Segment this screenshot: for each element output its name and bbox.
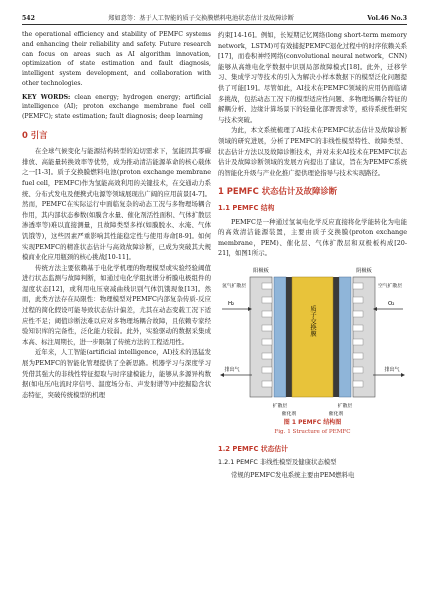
intro-paragraph-1: 在全球气候变化与能源结构转型的迫切需求下，氢能因其零碳排放、高能量转换效率等优势，成为推动清洁能源革命的核心载体之一[1-3]。质子交换膜燃料电池(proton exchange membrane fuel cell，PEMFC)作为氢能高效利用的关键技术，在交通动力系统、分布式发电及便携式电源等领域展现出广阔的应用前景[4-7]。然而，PEMFC在实际运行中面临复杂的动态工况与多物理场耦合作用，其内部状态参数(如膜含水量、催化剂活性面积、气体扩散层渗透率等)难以直接测量，且故障类型多样(如膜脱水、水淹、气体饥饿等)，这些因素严重影响其性能稳定性与使用寿命[8-9]。如何实现PEMFC的精准状态估计与高效故障诊断，已成为突破其大规模商业化应用瓶颈的核心挑战[10-11]。	[22, 147, 211, 262]
right-column	[218, 30, 407, 481]
membrane-label: 质子交换膜	[309, 305, 316, 337]
h2-diffusion-label: 氢气扩散层	[222, 283, 246, 289]
abstract-tail: the operational efficiency and stability of PEMFC systems and enhancing their reliability and safety. Future research can focus on areas such as AI algorithm innovation, optimization of state estimation and fault diagnosis, intelligent system development, and collaboration with other technologies.	[22, 31, 211, 87]
anode-catalyst-shape	[286, 277, 292, 397]
anode-plate-label: 阳极板	[253, 267, 269, 274]
volume-info: Vol.46 No.3	[367, 15, 407, 22]
keywords-text: clean energy; hydrogen energy; artificial intelligence (AI); proton exchange membrane fuel cell (PEMFC); state estimation; fault diagnosis; deep learning	[22, 93, 212, 120]
intro-paragraph-2: 传统方法主要依赖基于电化学机理的物理模型或实验经验阈值进行状态监测与故障判断，如通过电化学阻抗谱分析膜电极组件的湿度状态[12]，或利用电压衰减曲线识别气体饥饿现象[13]。然而，此类方法存在局限性：物理模型对PEMFC内部复杂传质-反应过程的简化假设可能导致状态估计偏差，尤其在动态变载工况下适应性不足；阈值诊断法难以应对多物理场耦合故障，且依赖专家经验知识库的完备性，泛化能力较弱。此外，实验驱动的数据采集成本高、标注周期长，进一步限制了传统方法的工程适用性。	[22, 263, 211, 346]
figure-caption-cn: 图 1 PEMFC 结构图	[283, 418, 342, 426]
pemfc-structure-diagram	[218, 263, 407, 418]
cathode-catalyst-label: 催化剂	[328, 411, 344, 417]
h2-inlet-label: H₂	[228, 300, 235, 307]
right-paragraph-3: PEMFC是一种通过氢氧电化学反应直接将化学能转化为电能的高效清洁能源装置，主要由质子交换膜(proton exchange membrane，PEM)、催化层、气体扩散层和双极板构成[20-21]，如图1所示。	[218, 217, 407, 258]
cathode-gdl-label: 扩散层	[337, 403, 353, 409]
cathode-plate-label: 阴极板	[356, 267, 372, 274]
right-paragraph-1: 约束[14-16]。例如，长短期记忆网络(long short-term memory network，LSTM)可有效捕捉PEMFC退化过程中的时序依赖关系[17]，而卷积神经网络(convolutional neural network，CNN)能够从高维电化学数据中识别局部故障模式[18]。此外，迁移学习、集成学习等技术的引入为解决小样本数据下的模型泛化问题提供了可能[19]。尽管如此，AI技术在PEMFC领域的应用仍面临诸多挑战，包括动态工况下的模型适应性问题、多物理场耦合特征的解耦分析、边缘计算场景下的轻量化部署需求等，亟待系统性研究与技术突破。	[218, 31, 407, 124]
cathode-plate-shape	[353, 277, 375, 397]
anode-gdl-label: 扩散层	[272, 403, 288, 409]
running-title: 郑如意等：基于人工智能的质子交换膜燃料电池状态估计及故障诊断	[108, 15, 294, 22]
section-0-heading: 0 引言	[22, 129, 48, 140]
keywords	[22, 93, 211, 122]
running-header	[22, 10, 407, 22]
cathode-outlet-label: 排出气	[384, 366, 400, 373]
o2-inlet-label: O₂	[388, 300, 395, 307]
membrane-shape	[292, 277, 333, 397]
subsection-1-1-heading: 1.1 PEMFC 结构	[218, 203, 275, 212]
keywords-label: KEY WORDS:	[22, 93, 71, 101]
figure-caption-en: Fig. 1 Structure of PEMFC	[274, 429, 351, 436]
header-rule	[22, 24, 407, 25]
anode-outlet-label: 排出气	[224, 366, 240, 373]
anode-plate-shape	[250, 277, 272, 397]
o2-diffusion-label: 空气扩散层	[378, 283, 402, 289]
figure-1	[218, 263, 407, 439]
anode-catalyst-label: 催化剂	[281, 411, 297, 417]
anode-outlet-arrowhead	[220, 373, 224, 377]
left-column	[22, 30, 211, 400]
section-1-heading: 1 PEMFC 状态估计及故障诊断	[218, 186, 338, 197]
subsection-1-2-heading: 1.2 PEMFC 状态估计	[218, 444, 288, 453]
right-paragraph-2: 为此，本文系统梳理了AI技术在PEMFC状态估计及故障诊断领域的研究进展，分析了PEMFC的非线性模型特性、故障类型、状态估计方法以及故障诊断技术，并对未来AI技术在PEMFC状态估计及故障诊断领域的发展方向提出了建议，旨在为PEMFC系统的智能化升级与产业化推广提供理论指导与技术实现路径。	[218, 126, 407, 177]
page-number: 542	[22, 15, 35, 22]
intro-paragraph-3: 近年来，人工智能(artificial intelligence，AI)技术的迅猛发展为PEMFC的智能化管理提供了全新思路。机器学习与深度学习凭借其强大的非线性特征提取与时序建模能力，能够从多源异构数据(如电压/电流时序信号、温度场分布、声发射谱等)中挖掘隐含状态特征，突破传统模型的机理	[22, 348, 211, 399]
cathode-outlet-arrowhead	[401, 373, 405, 377]
subsection-1-2-1-heading: 1.2.1 PEMFC 非线性模型及健康状态模型	[218, 458, 337, 467]
right-paragraph-4: 常规的PEMFC发电系统主要由PEM燃料电	[231, 471, 355, 480]
cathode-gdl-shape	[339, 277, 351, 397]
cathode-catalyst-shape	[333, 277, 339, 397]
anode-gdl-shape	[274, 277, 286, 397]
